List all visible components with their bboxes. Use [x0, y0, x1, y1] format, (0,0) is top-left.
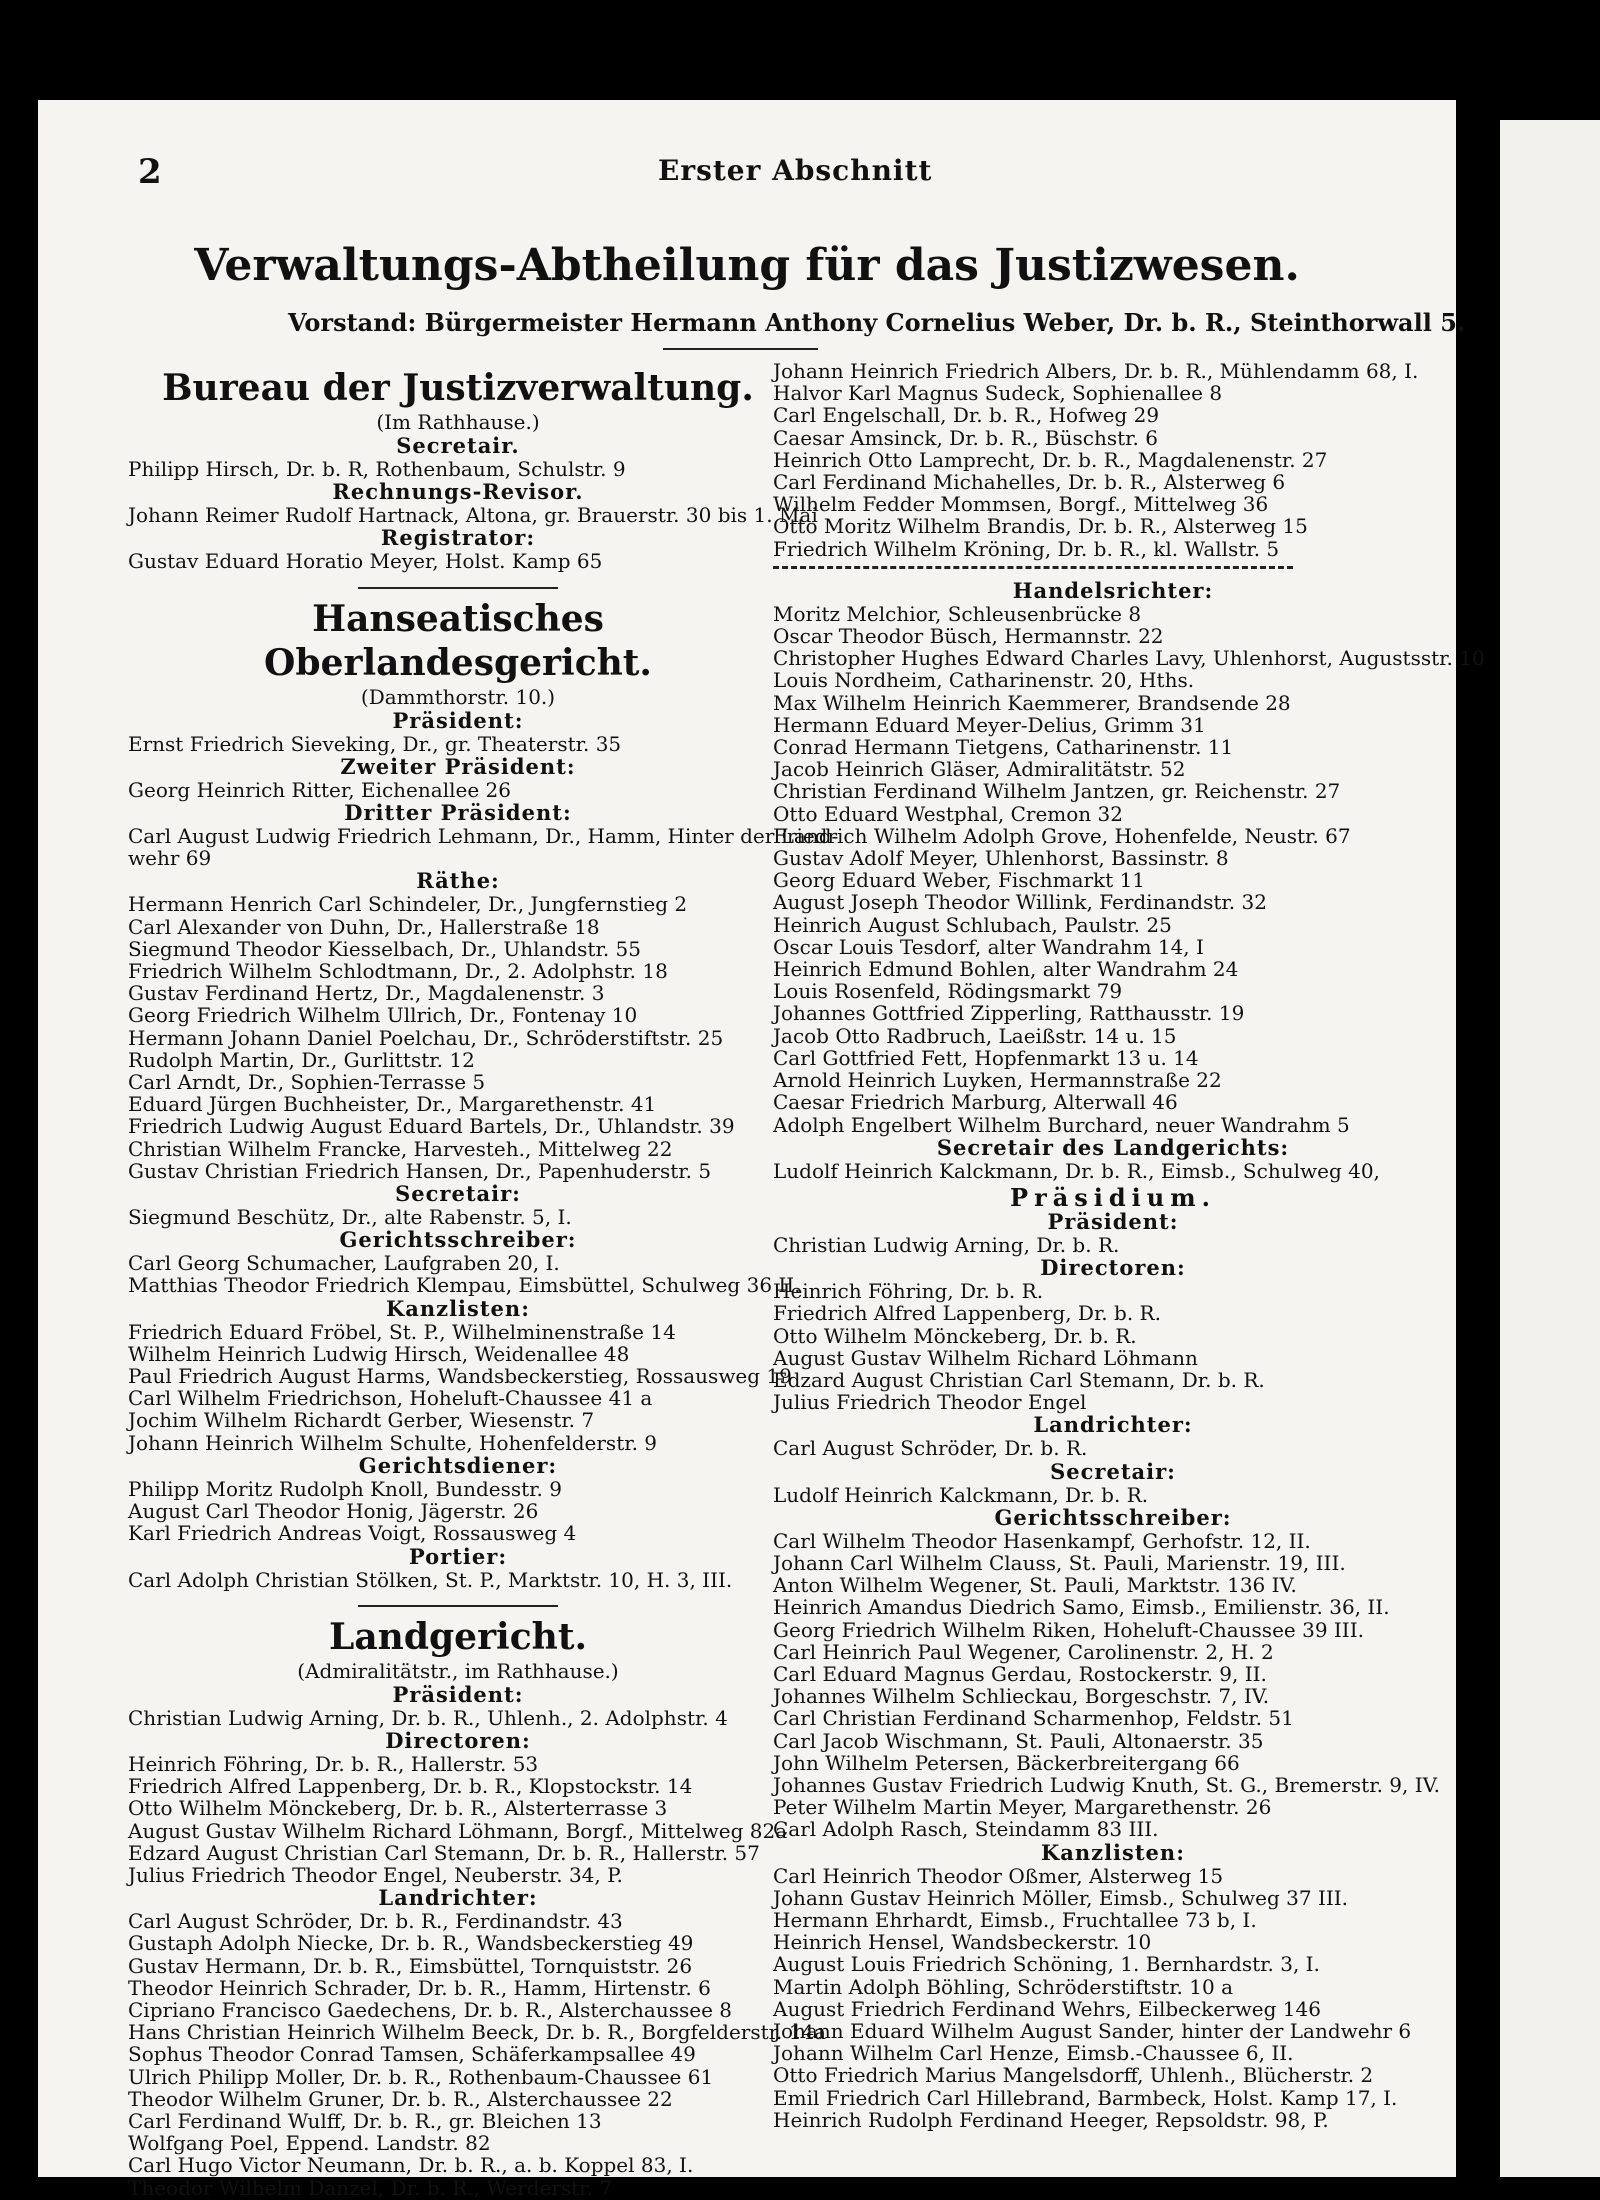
entry-list: [128, 733, 788, 755]
list-item: Gustav Eduard Horatio Meyer, Holst. Kamp 65: [128, 549, 603, 574]
list-item: Carl August Ludwig Friedrich Lehmann, Dr., Hamm, Hinter der Land-: [128, 824, 839, 849]
list-item: Carl Wilhelm Theodor Hasenkampf, Gerhofstr. 12, II.: [773, 1528, 1311, 1553]
list-item: Heinrich Föhring, Dr. b. R., Hallerstr. 53: [128, 1751, 539, 1776]
list-item: Heinrich Otto Lamprecht, Dr. b. R., Magdalenenstr. 27: [773, 447, 1328, 472]
left-column: [128, 360, 839, 2200]
list-item: Carl Christian Ferdinand Scharmenhop, Feldstr. 51: [773, 1706, 1294, 1731]
list-item: Johann Wilhelm Carl Henze, Eimsb.-Chaussee 6, II.: [773, 2041, 1294, 2066]
list-item: Johann Carl Wilhelm Clauss, St. Pauli, Marienstr. 19, III.: [773, 1550, 1346, 1575]
list-item: Theodor Heinrich Schrader, Dr. b. R., Hamm, Hirtenstr. 6: [128, 1975, 711, 2000]
list-item: Jacob Otto Radbruch, Laeißstr. 14 u. 15: [773, 1023, 1177, 1048]
entry-list: [773, 1484, 1453, 1506]
section-location: (Admiralitätstr., im Rathhause.): [297, 1658, 619, 1683]
section-divider: [358, 587, 558, 589]
list-item: Carl Heinrich Theodor Oßmer, Alsterweg 15: [773, 1863, 1224, 1888]
list-item: August Carl Theodor Honig, Jägerstr. 26: [128, 1499, 539, 1524]
list-item: Karl Friedrich Andreas Voigt, Rossausweg 4: [128, 1521, 577, 1546]
list-item: Carl Gottfried Fett, Hopfenmarkt 13 u. 14: [773, 1045, 1199, 1070]
list-item: Heinrich Edmund Bohlen, alter Wandrahm 24: [773, 957, 1239, 982]
list-item: Georg Heinrich Ritter, Eichenallee 26: [128, 777, 511, 802]
entry-list: [773, 601, 1485, 1137]
list-item: Edzard August Christian Carl Stemann, Dr. b. R., Hallerstr. 57: [128, 1840, 760, 1865]
list-item: Julius Friedrich Theodor Engel, Neuberstr. 34, P.: [128, 1862, 623, 1887]
list-item: Hermann Johann Daniel Poelchau, Dr., Schröderstiftstr. 25: [128, 1025, 724, 1050]
list-item: Johannes Wilhelm Schlieckau, Borgeschstr. 7, IV.: [773, 1684, 1270, 1709]
document-page: [38, 100, 1485, 2200]
list-item: August Joseph Theodor Willink, Ferdinandstr. 32: [773, 890, 1267, 915]
list-item: Siegmund Beschütz, Dr., alte Rabenstr. 5, I.: [128, 1205, 572, 1230]
list-item: Carl August Schröder, Dr. b. R.: [773, 1436, 1088, 1461]
entry-list: [773, 1865, 1453, 2131]
section-title-olg: Hanseatisches Oberlandesgericht.: [264, 597, 652, 684]
list-item: Hermann Eduard Meyer-Delius, Grimm 31: [773, 712, 1206, 737]
role-heading: Kanzlisten:: [1041, 1839, 1185, 1865]
list-item: Friedrich Eduard Fröbel, St. P., Wilhelminenstraße 14: [128, 1319, 676, 1344]
entry-list: [128, 824, 839, 871]
list-item: Conrad Hermann Tietgens, Catharinenstr. 11: [773, 735, 1234, 760]
list-item: Johannes Gustav Friedrich Ludwig Knuth, St. G., Bremerstr. 9, IV.: [773, 1772, 1440, 1797]
list-item: Friedrich Alfred Lappenberg, Dr. b. R.: [773, 1301, 1161, 1326]
list-item: Heinrich August Schlubach, Paulstr. 25: [773, 912, 1172, 937]
list-item: Ludolf Heinrich Kalckmann, Dr. b. R., Eimsb., Schulweg 40,: [773, 1158, 1380, 1183]
role-heading: Handelsrichter:: [1012, 577, 1214, 603]
entry-list: [773, 1234, 1453, 1256]
list-item: Carl Jacob Wischmann, St. Pauli, Altonaerstr. 35: [773, 1728, 1264, 1753]
entry-list: [773, 1530, 1453, 1841]
entry-list: [128, 458, 788, 480]
role-heading: Secretair:: [395, 1181, 521, 1207]
entry-list: [128, 1707, 788, 1729]
role-heading: Gerichtsdiener:: [358, 1452, 558, 1478]
section-title-bureau: Bureau der Justizverwaltung.: [162, 367, 754, 409]
list-item: Hans Christian Heinrich Wilhelm Beeck, Dr. b. R., Borgfelderstr. 14a: [128, 2020, 827, 2045]
list-item: Friedrich Ludwig August Eduard Bartels, Dr., Uhlandstr. 39: [128, 1114, 735, 1139]
list-item: Carl Alexander von Duhn, Dr., Hallerstraße 18: [128, 914, 600, 939]
list-item: Johann Eduard Wilhelm August Sander, hinter der Landwehr 6: [773, 2019, 1412, 2043]
role-heading: Directoren:: [385, 1727, 531, 1753]
list-item: Georg Friedrich Wilhelm Riken, Hoheluft-Chaussee 39 III.: [773, 1617, 1364, 1642]
entry-list: [773, 1160, 1453, 1182]
list-item: Ernst Friedrich Sieveking, Dr., gr. Theaterstr. 35: [128, 731, 622, 756]
list-item: Hermann Henrich Carl Schindeler, Dr., Jungfernstieg 2: [128, 892, 688, 917]
page-number: 2: [138, 152, 162, 192]
list-item: Heinrich Rudolph Ferdinand Heeger, Repsoldstr. 98, P.: [773, 2107, 1329, 2132]
list-item: Peter Wilhelm Martin Meyer, Margarethenstr. 26: [773, 1795, 1272, 1820]
list-item: August Louis Friedrich Schöning, 1. Bernhardstr. 3, I.: [773, 1952, 1320, 1977]
list-item: Otto Friedrich Marius Mangelsdorff, Uhlenh., Blücherstr. 2: [773, 2063, 1374, 2088]
list-item: Otto Wilhelm Mönckeberg, Dr. b. R.: [773, 1323, 1137, 1348]
role-heading: Secretair.: [396, 433, 520, 458]
list-item: Friedrich Wilhelm Kröning, Dr. b. R., kl. Wallstr. 5: [773, 536, 1280, 561]
list-item: Caesar Friedrich Marburg, Alterwall 46: [773, 1090, 1178, 1115]
role-heading: Secretair des Landgerichts:: [936, 1134, 1290, 1160]
list-item: Otto Moritz Wilhelm Brandis, Dr. b. R., Alsterweg 15: [773, 514, 1308, 539]
vorstand-line: Vorstand: Bürgermeister Hermann Anthony Cornelius Weber, Dr. b. R., Steinthorwall 5.: [288, 308, 1466, 337]
list-item: Ulrich Philipp Moller, Dr. b. R., Rothenbaum-Chaussee 61: [128, 2064, 714, 2089]
entry-list: [128, 1909, 827, 2200]
entry-list: [773, 1437, 1453, 1459]
list-item: Philipp Hirsch, Dr. b. R, Rothenbaum, Schulstr. 9: [128, 457, 626, 481]
list-item: Max Wilhelm Heinrich Kaemmerer, Brandsende 28: [773, 690, 1291, 715]
section-location: (Im Rathhause.): [376, 410, 540, 434]
running-head: Erster Abschnitt: [658, 154, 933, 187]
list-item: Matthias Theodor Friedrich Klempau, Eimsbüttel, Schulweg 36 II.: [128, 1273, 801, 1298]
role-heading: Kanzlisten:: [386, 1295, 530, 1321]
list-item: Ludolf Heinrich Kalckmann, Dr. b. R.: [773, 1482, 1149, 1507]
list-item: Carl Hugo Victor Neumann, Dr. b. R., a. b. Koppel 83, I.: [128, 2153, 694, 2178]
list-item: August Gustav Wilhelm Richard Löhmann: [773, 1345, 1198, 1370]
list-item: Paul Friedrich August Harms, Wandsbeckerstieg, Rossausweg 19: [128, 1364, 792, 1389]
section-title-lg: Landgericht.: [329, 1615, 587, 1658]
list-item: Heinrich Amandus Diedrich Samo, Eimsb., Emilienstr. 36, II.: [773, 1595, 1390, 1620]
list-item: Emil Friedrich Carl Hillebrand, Barmbeck, Holst. Kamp 17, I.: [773, 2085, 1398, 2110]
list-item: Friedrich Alfred Lappenberg, Dr. b. R., Klopstockstr. 14: [128, 1774, 693, 1799]
list-item: Heinrich Hensel, Wandsbeckerstr. 10: [773, 1930, 1152, 1955]
list-item: Christian Ludwig Arning, Dr. b. R.: [773, 1232, 1120, 1257]
list-item: Johannes Gottfried Zipperling, Ratthausstr. 19: [773, 1001, 1245, 1026]
list-item: Jacob Heinrich Gläser, Admiralitätstr. 52: [773, 757, 1186, 782]
entry-list: [128, 779, 788, 801]
list-item: Arnold Heinrich Luyken, Hermannstraße 22: [773, 1068, 1222, 1093]
role-heading: Portier:: [408, 1543, 508, 1569]
list-item: Otto Eduard Westphal, Cremon 32: [773, 801, 1123, 826]
list-item: Georg Eduard Weber, Fischmarkt 11: [773, 868, 1146, 893]
list-item: Hermann Ehrhardt, Eimsb., Fruchtallee 73 b, I.: [773, 1907, 1257, 1932]
list-item: Siegmund Theodor Kiesselbach, Dr., Uhlandstr. 55: [128, 936, 641, 961]
list-item: Oscar Theodor Büsch, Hermannstr. 22: [773, 624, 1164, 649]
list-item: Carl Adolph Rasch, Steindamm 83 III.: [773, 1817, 1159, 1842]
section-title-praesidium: Präsidium.: [1010, 1182, 1216, 1212]
list-item: Carl August Schröder, Dr. b. R., Ferdinandstr. 43: [128, 1909, 623, 1934]
dashed-divider: [773, 566, 1293, 569]
entry-list: [128, 1319, 792, 1455]
list-item: Louis Nordheim, Catharinenstr. 20, Hths.: [773, 668, 1195, 693]
section-location: (Dammthorstr. 10.): [360, 684, 556, 709]
list-item: Wilhelm Heinrich Ludwig Hirsch, Weidenallee 48: [128, 1341, 630, 1366]
role-heading: Directoren:: [1040, 1255, 1186, 1281]
list-item: Georg Friedrich Wilhelm Ullrich, Dr., Fontenay 10: [128, 1003, 638, 1028]
list-item: Carl Heinrich Paul Wegener, Carolinenstr. 2, H. 2: [773, 1639, 1274, 1664]
list-item: Heinrich Föhring, Dr. b. R.: [773, 1279, 1044, 1304]
list-item: Christian Ludwig Arning, Dr. b. R., Uhlenh., 2. Adolphstr. 4: [128, 1705, 728, 1730]
entry-list: [128, 893, 788, 1182]
list-item: Halvor Karl Magnus Sudeck, Sophienallee 8: [773, 381, 1223, 406]
list-item: Theodor Wilhelm Gruner, Dr. b. R., Alsterchaussee 22: [128, 2086, 673, 2111]
list-item: Gustav Ferdinand Hertz, Dr., Magdalenenstr. 3: [128, 981, 605, 1006]
role-heading: Secretair:: [1050, 1458, 1176, 1484]
entry-list: [128, 1478, 788, 1545]
list-item: John Wilhelm Petersen, Bäckerbreitergang 66: [773, 1750, 1240, 1775]
list-item: Friedrich Wilhelm Schlodtmann, Dr., 2. Adolphstr. 18: [128, 959, 668, 984]
entry-list: [773, 1280, 1453, 1413]
list-item: Carl Arndt, Dr., Sophien-Terrasse 5: [128, 1070, 486, 1095]
list-item: Carl Wilhelm Friedrichson, Hoheluft-Chaussee 41 a: [128, 1386, 653, 1411]
role-heading: Gerichtsschreiber:: [994, 1504, 1232, 1530]
list-item: Sophus Theodor Conrad Tamsen, Schäferkampsallee 49: [128, 2042, 696, 2067]
role-heading: Räthe:: [416, 868, 500, 894]
page-title: Verwaltungs-Abtheilung für das Justizwesen.: [194, 240, 1300, 291]
role-heading: Gerichtsschreiber:: [339, 1227, 577, 1253]
list-item: Carl Engelschall, Dr. b. R., Hofweg 29: [773, 403, 1160, 428]
role-heading: Landrichter:: [1033, 1412, 1193, 1438]
list-item: Adolph Engelbert Wilhelm Burchard, neuer Wandrahm 5: [773, 1112, 1350, 1137]
list-item: Carl Ferdinand Wulff, Dr. b. R., gr. Bleichen 13: [128, 2108, 602, 2133]
list-item: Johann Reimer Rudolf Hartnack, Altona, gr. Brauerstr. 30 bis 1. Mai: [128, 503, 818, 528]
list-item: Jochim Wilhelm Richardt Gerber, Wiesenstr. 7: [128, 1408, 595, 1433]
entry-list: [128, 1251, 801, 1298]
title-rule: [663, 348, 818, 350]
list-item: Friedrich Wilhelm Adolph Grove, Hohenfelde, Neustr. 67: [773, 823, 1351, 848]
list-item: Caesar Amsinck, Dr. b. R., Büschstr. 6: [773, 425, 1158, 450]
role-heading: Zweiter Präsident:: [340, 753, 576, 779]
list-item: Wolfgang Poel, Eppend. Landstr. 82: [128, 2131, 491, 2156]
entry-list: [128, 1753, 788, 1886]
entry-list: [128, 550, 788, 572]
role-heading: Präsident:: [392, 707, 524, 733]
list-item: Christian Ferdinand Wilhelm Jantzen, gr. Reichenstr. 27: [773, 779, 1341, 804]
right-column: [773, 359, 1485, 2132]
entry-list: [128, 1206, 788, 1228]
list-item: Carl Ferdinand Michahelles, Dr. b. R., Alsterweg 6: [773, 470, 1286, 495]
facing-page-edge: [1500, 120, 1600, 2177]
list-item: wehr 69: [128, 846, 212, 871]
entry-list: [128, 1569, 788, 1591]
list-item: Philipp Moritz Rudolph Knoll, Bundesstr. 9: [128, 1476, 562, 1501]
list-item: Oscar Louis Tesdorf, alter Wandrahm 14, I: [773, 934, 1204, 959]
section-divider: [358, 1605, 558, 1607]
list-item: Johann Heinrich Wilhelm Schulte, Hohenfelderstr. 9: [128, 1430, 658, 1455]
entry-list: [773, 360, 1453, 560]
list-item: Otto Wilhelm Mönckeberg, Dr. b. R., Alsterterrasse 3: [128, 1796, 668, 1821]
list-item: Johann Gustav Heinrich Möller, Eimsb., Schulweg 37 III.: [773, 1885, 1349, 1910]
list-item: Carl Adolph Christian Stölken, St. P., Marktstr. 10, H. 3, III.: [128, 1567, 733, 1592]
list-item: August Friedrich Ferdinand Wehrs, Eilbeckerweg 146: [773, 1996, 1321, 2021]
role-heading: Landrichter:: [378, 1885, 538, 1911]
list-item: Johann Heinrich Friedrich Albers, Dr. b. R., Mühlendamm 68, I.: [773, 359, 1419, 383]
list-item: Eduard Jürgen Buchheister, Dr., Margarethenstr. 41: [128, 1092, 657, 1117]
list-item: Gustaph Adolph Niecke, Dr. b. R., Wandsbeckerstieg 49: [128, 1931, 694, 1956]
list-item: Moritz Melchior, Schleusenbrücke 8: [773, 601, 1142, 626]
list-item: Rudolph Martin, Dr., Gurlittstr. 12: [128, 1047, 475, 1072]
list-item: Louis Rosenfeld, Rödingsmarkt 79: [773, 979, 1123, 1004]
list-item: Christian Wilhelm Francke, Harvesteh., Mittelweg 22: [128, 1136, 673, 1161]
list-item: Anton Wilhelm Wegener, St. Pauli, Marktstr. 136 IV.: [773, 1573, 1297, 1598]
entry-list: [128, 503, 818, 528]
list-item: Christopher Hughes Edward Charles Lavy, Uhlenhorst, Augustsstr. 10: [773, 646, 1485, 671]
list-item: Edzard August Christian Carl Stemann, Dr. b. R.: [773, 1367, 1265, 1392]
role-heading: Registrator:: [380, 525, 536, 551]
list-item: Martin Adolph Böhling, Schröderstiftstr. 10 a: [773, 1974, 1233, 1999]
list-item: August Gustav Wilhelm Richard Löhmann, Borgf., Mittelweg 82a: [128, 1818, 788, 1843]
list-item: Gustav Christian Friedrich Hansen, Dr., Papenhuderstr. 5: [128, 1158, 712, 1183]
role-heading: Präsident:: [1047, 1208, 1179, 1234]
list-item: Theodor Wilhelm Danzel, Dr. b. R., Werderstr. 7: [128, 2175, 613, 2200]
role-heading: Präsident:: [392, 1681, 524, 1707]
role-heading: Dritter Präsident:: [344, 800, 572, 826]
list-item: Cipriano Francisco Gaedechens, Dr. b. R., Alsterchaussee 8: [128, 1997, 732, 2022]
list-item: Gustav Adolf Meyer, Uhlenhorst, Bassinstr. 8: [773, 846, 1229, 871]
list-item: Carl Georg Schumacher, Laufgraben 20, I.: [128, 1251, 560, 1276]
list-item: Gustav Hermann, Dr. b. R., Eimsbüttel, Tornquiststr. 26: [128, 1953, 693, 1978]
list-item: Julius Friedrich Theodor Engel: [773, 1390, 1087, 1415]
list-item: Carl Eduard Magnus Gerdau, Rostockerstr. 9, II.: [773, 1661, 1267, 1686]
list-item: Wilhelm Fedder Mommsen, Borgf., Mittelweg 36: [773, 492, 1269, 517]
role-heading: Rechnungs-Revisor.: [332, 479, 584, 505]
